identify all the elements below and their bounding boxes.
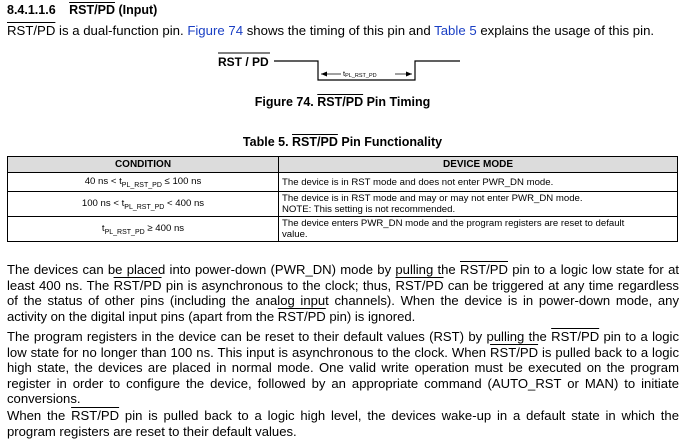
figure-pin-name: RST/PD [317,95,364,109]
figure-suffix: Pin Timing [366,95,431,109]
table-5-link[interactable]: Table 5 [434,23,477,38]
arrow-right-icon [406,72,412,77]
condition-cell: 40 ns < $t_{PL\_RST\_PD} \le 100$ ns [8,173,279,192]
heading-suffix: (Input) [118,3,158,17]
wake-up-paragraph: When the RST/PD pin is pulled back to a logic high level, the devices wake-up in a default state in which the program registers are reset to their default values. [7,408,679,439]
intro-text-2: shows the timing of this pin and [243,23,435,38]
heading-pin-name: RST/PD [69,3,115,17]
table-header-row [8,157,678,173]
figure-label: Figure 74. [254,95,314,109]
device-mode-cell: The device is in RST mode and does not enter PWR_DN mode. [279,173,678,192]
arrow-left-icon [321,72,327,77]
device-mode-cell: The device is in RST mode and may or may not enter PWR_DN mode. NOTE: This setting is not recommended. [279,192,678,217]
section-heading [7,3,157,17]
intro-text-1: is a dual-function pin. [55,23,188,38]
pin-functionality-table [7,156,678,242]
power-down-paragraph: The devices can be placed into power-down (PWR_DN) mode by pulling the RST/PD pin to a logic low state for at least 400 ns. The RST/PD pin is asynchronous to the clock; thus, RST/PD can be triggered at any time regardless of the status of other pins (including the analog input channels). When the device is in power-down mode, any activity on the digital input pins (apart from the RST/PD pin) is ignored. [7,262,679,324]
device-mode-cell: The device enters PWR_DN mode and the program registers are reset to default value. [279,217,678,242]
intro-paragraph [7,23,679,38]
condition-cell: 100 ns < $t_{PL\_RST\_PD} < 400$ ns [8,192,279,217]
timing-param-label: tPL_RST_PD [343,69,377,79]
figure-caption [0,95,685,109]
reset-paragraph: The program registers in the device can be reset to their default values (RST) by pulling the RST/PD pin to a logic low state for no longer than 100 ns. This input is asynchronous to the clock. When RST/PD is pulled back to a logic high state, the devices are placed in normal mode. One valid write operation must be executed on the program register in order to configure the device, followed by an appropriate command (AUTO_RST or MAN) to initiate conversions. [7,329,680,406]
section-number: 8.4.1.1.6 [7,3,56,17]
table-row [8,217,678,242]
table-label: Table 5. [242,135,289,149]
intro-pin-name: RST/PD [7,23,56,38]
timing-signal-label: RST / PD [218,55,269,69]
condition-cell: $t_{PL\_RST\_PD} \ge 400$ ns [8,217,279,242]
table-row [8,192,678,217]
figure-74-link[interactable]: Figure 74 [187,23,244,38]
table-caption [0,135,685,149]
header-condition: CONDITION [8,157,279,173]
timing-diagram [0,50,685,90]
header-device-mode: DEVICE MODE [279,157,678,173]
table-pin-name: RST/PD [292,135,338,149]
table-row [8,173,678,192]
intro-text-3: explains the usage of this pin. [476,23,655,38]
table-suffix: Pin Functionality [341,135,443,149]
